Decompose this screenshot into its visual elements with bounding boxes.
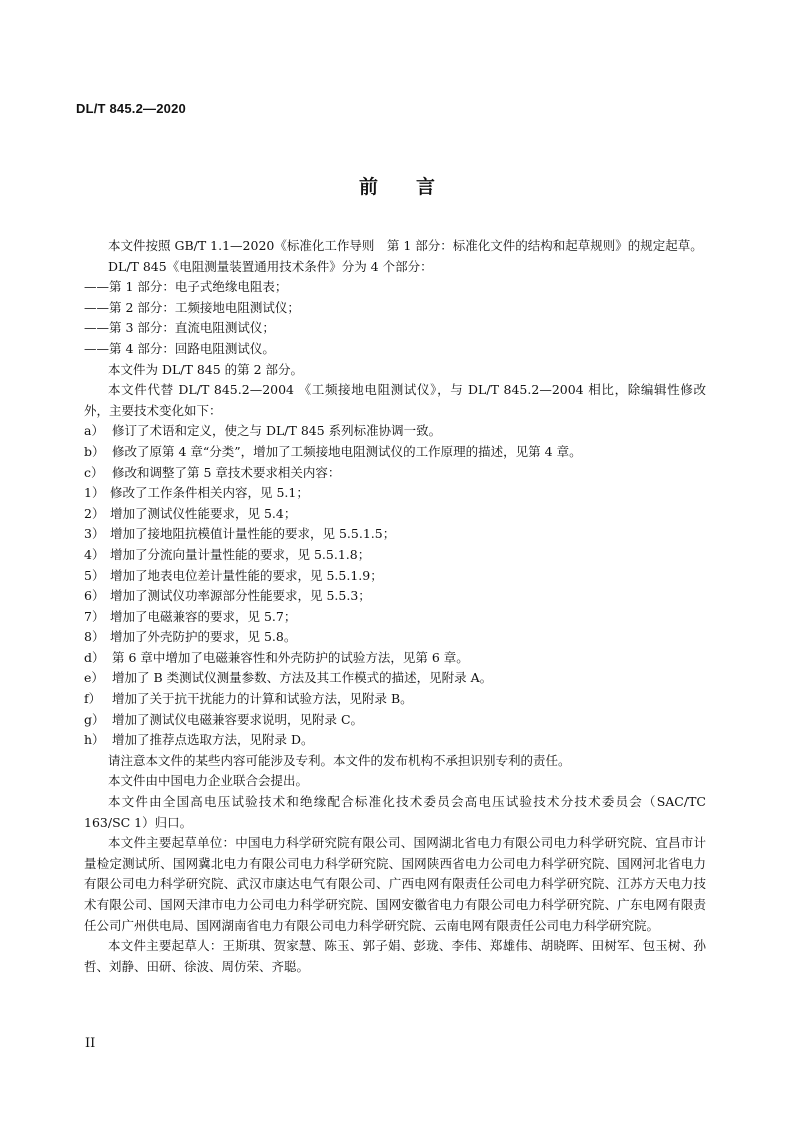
change-text: 修改了原第 4 章“分类”，增加了工频接地电阻测试仪的工作原理的描述，见第 4 章。 [112,443,582,459]
sub-change-item [84,607,706,628]
sub-change-text: 增加了分流向量计量性能的要求，见 5.5.1.8； [110,546,371,562]
sub-change-item [84,483,706,504]
sub-change-item [84,545,706,566]
change-text: 增加了推荐点选取方法，见附录 D。 [112,732,314,748]
paragraph-proposer: 本文件由中国电力企业联合会提出。 [108,773,309,789]
paragraph-drafters: 本文件主要起草人：王斯琪、贺家慧、陈玉、郭子娟、彭珑、李伟、郑雄伟、胡晓晖、田树军、包玉树、孙哲、刘静、田研、徐波、周仿荣、齐聪。 [84,938,706,974]
sub-change-label: 3） [84,526,105,542]
paragraph-drafting-units: 本文件主要起草单位：中国电力科学研究院有限公司、国网湖北省电力有限公司电力科学研究院、宜昌市计量检定测试所、国网冀北电力有限公司电力科学研究院、国网陕西省电力公司电力科学研究院、国网河北省电力有限公司电力科学研究院、武汉市康达电气有限公司、广西电网有限责任公司电力科学研究院、江苏方天电力技术有限公司、国网天津市电力公司电力科学研究院、国网安徽省电力有限公司电力科学研究院、广东电网有限责任公司广州供电局、国网湖南省电力有限公司电力科学研究院、云南电网有限责任公司电力科学研究院。 [84,835,706,933]
sub-change-text: 增加了地表电位差计量性能的要求，见 5.5.1.9； [110,567,383,583]
change-item [84,648,706,669]
change-text: 增加了关于抗干扰能力的计算和试验方法，见附录 B。 [112,691,413,707]
change-item [84,730,706,751]
part-item: ——第 2 部分：工频接地电阻测试仪； [84,299,300,315]
change-item [84,689,706,710]
sub-change-text: 增加了测试仪功率源部分性能要求，见 5.5.3； [110,588,371,604]
paragraph-basis: 本文件按照 GB/T 1.1—2020《标准化工作导则 第 1 部分：标准化文件的结构和起草规则》的规定起草。 [108,238,703,253]
sub-change-item [84,504,706,525]
sub-change-label: 8） [84,629,105,645]
sub-change-label: 2） [84,505,105,521]
change-item [84,421,706,442]
sub-change-item [84,524,706,545]
change-text: 增加了 B 类测试仪测量参数、方法及其工作模式的描述，见附录 A。 [112,670,493,686]
sub-change-label: 6） [84,588,105,604]
sub-change-text: 增加了外壳防护的要求，见 5.8。 [110,629,297,645]
sub-change-text: 修改了工作条件相关内容，见 5.1； [110,485,309,501]
change-label: c） [84,464,104,480]
paragraph-committee: 本文件由全国高电压试验技术和绝缘配合标准化技术委员会高电压试验技术分技术委员会（SAC/TC 163/SC 1）归口。 [84,794,706,830]
sub-change-text: 增加了接地阻抗模值计量性能的要求，见 5.5.1.5； [110,526,396,542]
paragraph-replaces: 本文件代替 DL/T 845.2—2004 《工频接地电阻测试仪》，与 DL/T 845.2—2004 相比，除编辑性修改外，主要技术变化如下： [84,382,706,418]
part-item: ——第 4 部分：回路电阻测试仪。 [84,340,275,356]
part-item: ——第 3 部分：直流电阻测试仪； [84,320,275,336]
change-item [84,442,706,463]
change-label: g） [84,711,105,727]
document-code: DL/T 845.2—2020 [76,101,186,116]
paragraph-part-of: 本文件为 DL/T 845 的第 2 部分。 [108,361,304,377]
sub-change-item [84,586,706,607]
paragraph-patent-notice: 请注意本文件的某些内容可能涉及专利。本文件的发布机构不承担识别专利的责任。 [108,752,571,768]
sub-change-label: 5） [84,567,105,583]
change-label: e） [84,670,104,686]
change-label: a） [84,423,104,439]
paragraph-parts-intro: DL/T 845《电阻测量装置通用技术条件》分为 4 个部分： [108,258,433,274]
change-item [84,463,706,484]
sub-change-label: 4） [84,546,105,562]
change-label: b） [84,443,105,459]
page-number: II [85,1036,96,1051]
foreword-body [84,236,706,977]
page-title: 前 言 [358,176,435,198]
sub-change-label: 1） [84,485,105,501]
change-label: d） [84,649,105,665]
change-label: h） [84,732,105,748]
sub-change-label: 7） [84,608,105,624]
change-label: f） [84,691,102,707]
change-text: 增加了测试仪电磁兼容要求说明，见附录 C。 [112,711,364,727]
change-item [84,668,706,689]
sub-change-text: 增加了电磁兼容的要求，见 5.7； [110,608,297,624]
part-item: ——第 1 部分：电子式绝缘电阻表； [84,279,288,295]
sub-change-item [84,566,706,587]
sub-change-item [84,627,706,648]
change-text: 修改和调整了第 5 章技术要求相关内容： [112,464,341,480]
change-text: 第 6 章中增加了电磁兼容性和外壳防护的试验方法，见第 6 章。 [112,649,469,665]
change-text: 修订了术语和定义，使之与 DL/T 845 系列标准协调一致。 [112,423,442,439]
sub-change-text: 增加了测试仪性能要求，见 5.4； [110,505,297,521]
change-item [84,710,706,731]
